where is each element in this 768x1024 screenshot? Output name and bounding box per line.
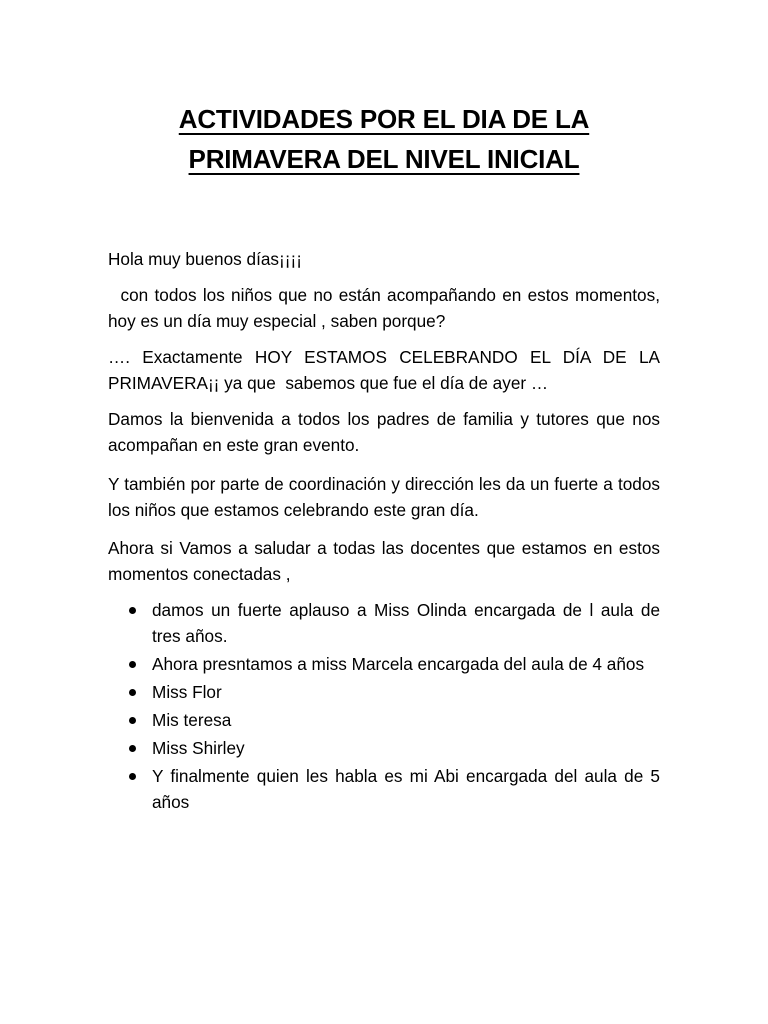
list-item-text: Miss Shirley bbox=[152, 738, 245, 758]
bullet-icon bbox=[129, 607, 136, 614]
title-line-2: PRIMAVERA DEL NIVEL INICIAL bbox=[188, 144, 580, 174]
title-line-1: ACTIVIDADES POR EL DIA DE LA bbox=[178, 104, 590, 134]
list-item-text: Y finalmente quien les habla es mi Abi encargada del aula de 5 años bbox=[152, 766, 660, 812]
greeting-text: Hola muy buenos días¡¡¡¡ bbox=[108, 249, 302, 269]
teacher-list bbox=[108, 597, 660, 815]
list-item bbox=[108, 707, 660, 733]
list-item bbox=[108, 651, 660, 677]
bullet-icon bbox=[129, 717, 136, 724]
list-item bbox=[108, 735, 660, 761]
bullet-icon bbox=[129, 661, 136, 668]
list-item-text: Mis teresa bbox=[152, 710, 232, 730]
document-title bbox=[108, 0, 660, 179]
document-body bbox=[108, 246, 665, 815]
paragraph-4: Y también por parte de coordinación y dirección les da un fuerte a todos los niños que estamos celebrando este gran día. bbox=[108, 474, 660, 520]
paragraph-5: Ahora si Vamos a saludar a todas las docentes que estamos en estos momentos conectadas , bbox=[108, 538, 660, 584]
bullet-icon bbox=[129, 773, 136, 780]
paragraph-2: …. Exactamente HOY ESTAMOS CELEBRANDO EL DÍA DE LA PRIMAVERA¡¡ ya que sabemos que fue el día de ayer … bbox=[108, 347, 665, 393]
list-item bbox=[108, 763, 660, 815]
list-item-text: damos un fuerte aplauso a Miss Olinda encargada de l aula de tres años. bbox=[152, 600, 660, 646]
list-item bbox=[108, 679, 660, 705]
paragraph-1: con todos los niños que no están acompañando en estos momentos, hoy es un día muy especial , saben porque? bbox=[108, 285, 665, 331]
bullet-icon bbox=[129, 745, 136, 752]
list-item-text: Ahora presntamos a miss Marcela encargada del aula de 4 años bbox=[152, 654, 645, 674]
bullet-icon bbox=[129, 689, 136, 696]
list-item bbox=[108, 597, 660, 649]
list-item-text: Miss Flor bbox=[152, 682, 222, 702]
paragraph-3: Damos la bienvenida a todos los padres de familia y tutores que nos acompañan en este gran evento. bbox=[108, 409, 660, 455]
